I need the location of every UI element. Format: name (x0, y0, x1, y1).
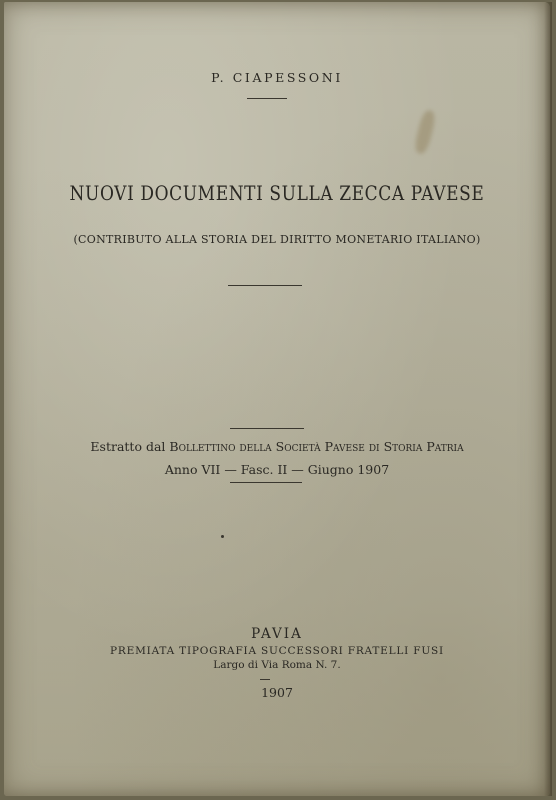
printer-address: Largo di Via Roma N. 7. (213, 659, 341, 671)
document-title: NUOVI DOCUMENTI SULLA ZECCA PAVESE (69, 182, 485, 206)
document-subtitle: (CONTRIBUTO ALLA STORIA DEL DIRITTO MONETARIO ITALIANO) (73, 233, 481, 246)
page-edge-shadow (544, 2, 552, 796)
title-separator-rule (228, 285, 302, 286)
ink-speck (221, 535, 224, 538)
year-rule (260, 679, 270, 680)
extract-note (4, 439, 550, 454)
printer-name: PREMIATA TIPOGRAFIA SUCCESSORI FRATELLI FUSI (110, 645, 444, 657)
author-underline (247, 98, 287, 99)
document-page (4, 2, 550, 796)
publication-city: PAVIA (251, 626, 303, 642)
journal-name: Bollettino della Società Pavese di Storia Patria (169, 439, 464, 454)
extract-top-rule (230, 428, 304, 429)
issue-info: Anno VII — Fasc. II — Giugno 1907 (164, 462, 390, 477)
publication-year: 1907 (261, 685, 293, 700)
extract-bottom-rule (230, 482, 302, 483)
paper-stain (413, 109, 437, 155)
extract-prefix: Estratto dal (90, 439, 170, 454)
author-name: P. CIAPESSONI (211, 70, 343, 85)
